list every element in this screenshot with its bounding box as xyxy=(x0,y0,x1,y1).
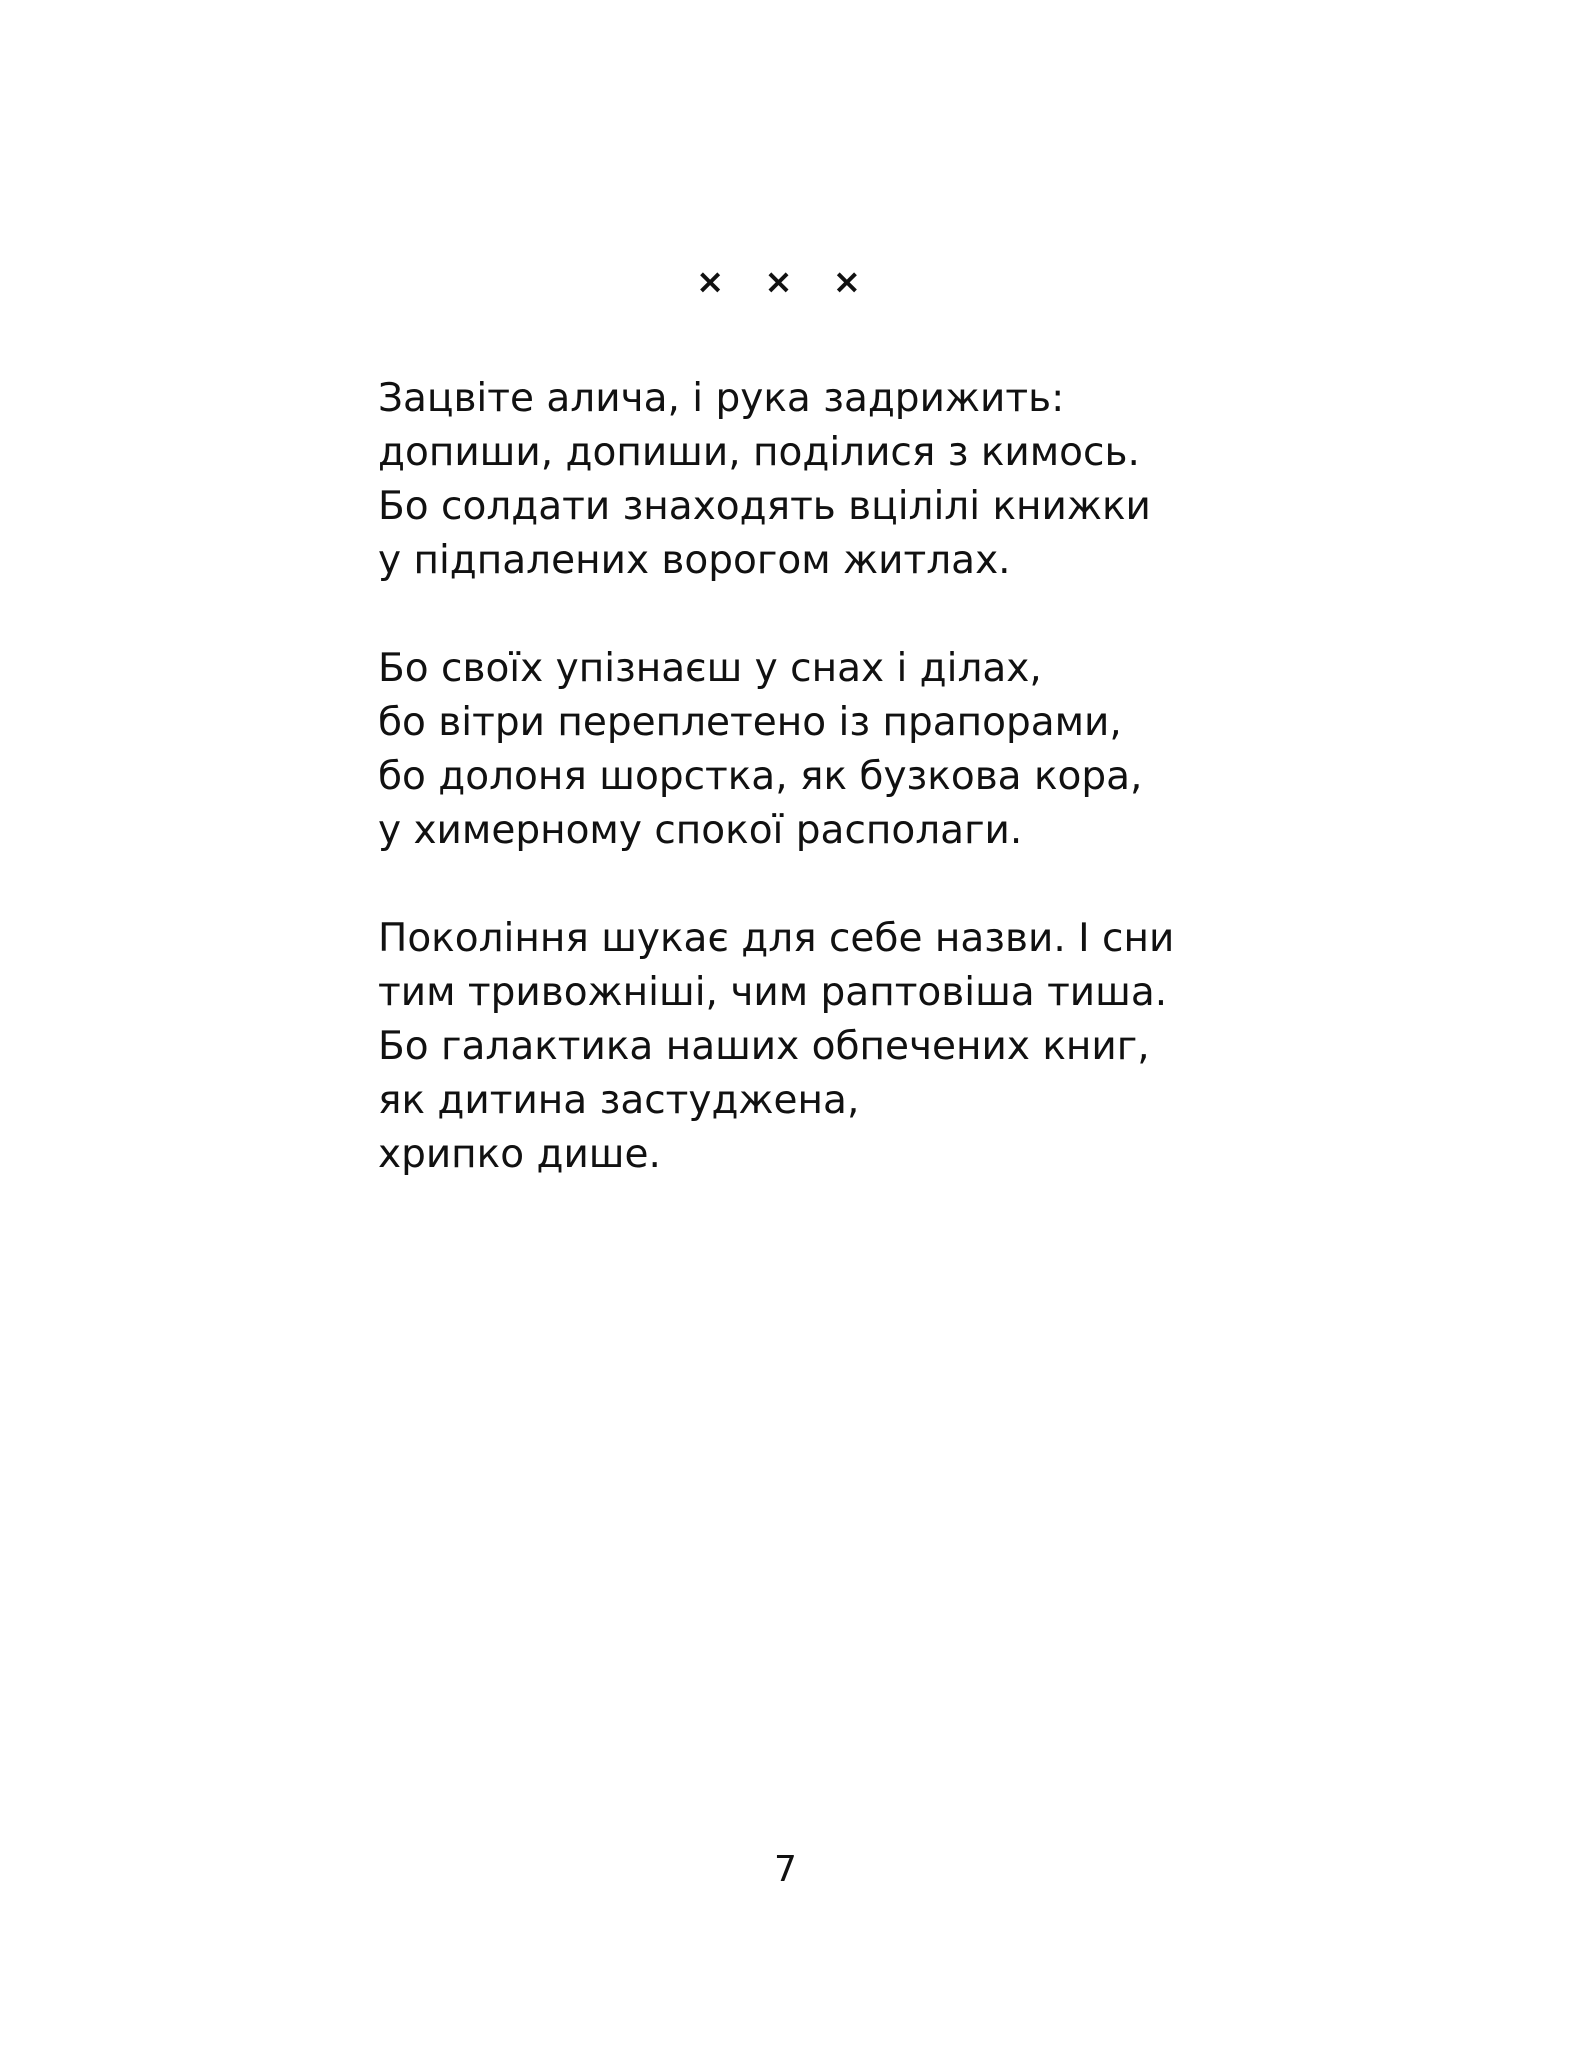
page-number: 7 xyxy=(774,1849,797,1890)
poem-line: допиши, допиши, поділися з кимось. xyxy=(378,430,1140,475)
poem-line: тим тривожніші, чим раптовіша тиша. xyxy=(378,970,1168,1015)
poem-line: у химерному спокої располаги. xyxy=(378,808,1023,853)
poem xyxy=(378,372,1478,1236)
poem-line: Бо своїх упізнаєш у снах і ділах, xyxy=(378,646,1042,691)
poem-line: хрипко дише. xyxy=(378,1132,661,1177)
poem-line: Бо солдати знаходять вцілілі книжки xyxy=(378,484,1151,529)
poem-line: у підпалених ворогом житлах. xyxy=(378,538,1011,583)
poem-line: Бо галактика наших обпечених книг, xyxy=(378,1024,1150,1069)
poem-line: бо долоня шорстка, як бузкова кора, xyxy=(378,754,1143,799)
poem-line: бо вітри переплетено із прапорами, xyxy=(378,700,1122,745)
poem-line: Покоління шукає для себе назви. І сни xyxy=(378,916,1175,961)
stanza-separator: × × × xyxy=(695,262,876,302)
stanza-1 xyxy=(378,372,1478,588)
poem-line: Зацвіте алича, і рука задрижить: xyxy=(378,376,1065,421)
stanza-3 xyxy=(378,912,1478,1182)
stanza-2 xyxy=(378,642,1478,858)
poem-line: як дитина застуджена, xyxy=(378,1078,860,1123)
